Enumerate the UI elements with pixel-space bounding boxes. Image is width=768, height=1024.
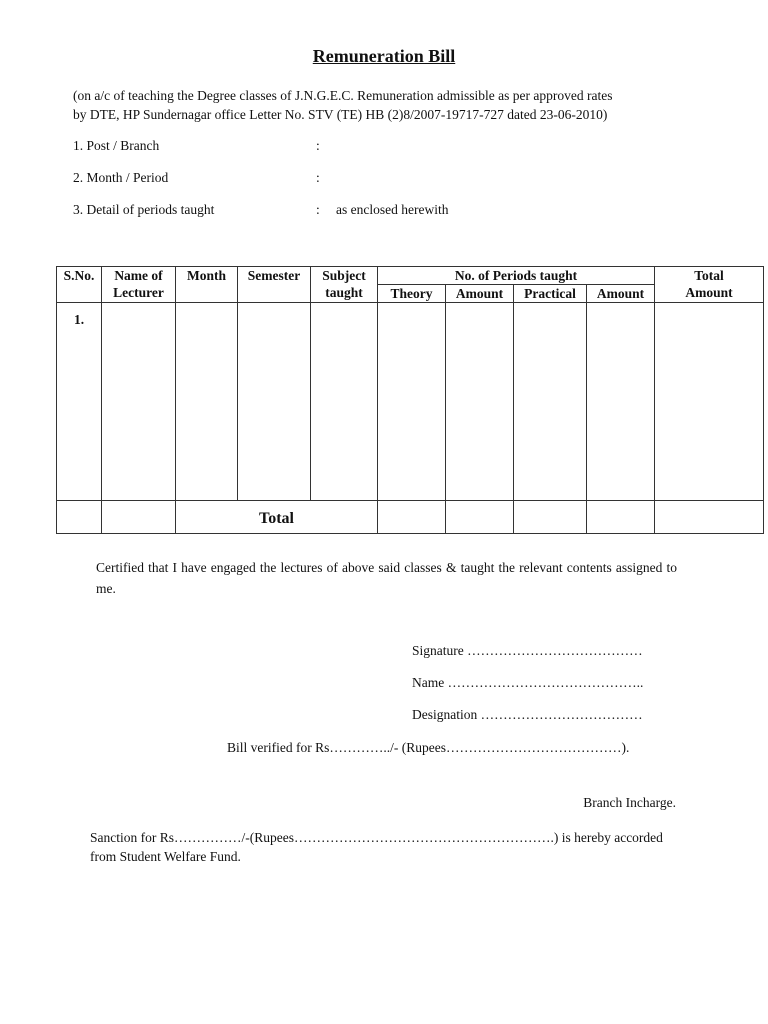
total-cell bbox=[57, 501, 102, 534]
branch-incharge: Branch Incharge. bbox=[583, 795, 676, 810]
cell-sno: 1. bbox=[57, 303, 102, 501]
field-value-periods-detail: as enclosed herewith bbox=[336, 202, 449, 217]
header-name-line-2: Lecturer bbox=[113, 285, 164, 300]
header-total bbox=[655, 267, 764, 303]
cell-month bbox=[176, 303, 238, 501]
header-practical: Practical bbox=[514, 285, 587, 303]
field-label-month-period: 2. Month / Period bbox=[73, 170, 169, 185]
header-sno: S.No. bbox=[57, 267, 102, 303]
total-cell bbox=[446, 501, 514, 534]
total-cell bbox=[378, 501, 446, 534]
header-semester: Semester bbox=[238, 267, 311, 303]
header-total-line-1: Total bbox=[694, 268, 724, 283]
header-name-line-1: Name of bbox=[114, 268, 163, 283]
cell-semester bbox=[238, 303, 311, 501]
cell-amount-practical bbox=[587, 303, 655, 501]
total-label: Total bbox=[176, 501, 378, 534]
certificate-text: Certified that I have engaged the lectures of above said classes & taught the relevant contents assigned to me. bbox=[96, 560, 677, 596]
header-amount-practical: Amount bbox=[587, 285, 655, 303]
field-colon: : bbox=[316, 138, 320, 153]
field-colon: : bbox=[316, 170, 320, 185]
cell-name bbox=[102, 303, 176, 501]
total-cell bbox=[514, 501, 587, 534]
total-row bbox=[57, 501, 764, 534]
cell-practical bbox=[514, 303, 587, 501]
header-total-line-2: Amount bbox=[685, 285, 733, 300]
header-subject-line-1: Subject bbox=[322, 268, 366, 283]
intro-line-2: by DTE, HP Sundernagar office Letter No. STV (TE) HB (2)8/2007-19717-727 dated 23-06-2010) bbox=[73, 107, 608, 122]
header-amount-theory: Amount bbox=[446, 285, 514, 303]
name-line: Name …………………………………….. bbox=[412, 675, 644, 690]
signature-line: Signature ………………………………… bbox=[412, 643, 643, 658]
cell-subject bbox=[311, 303, 378, 501]
cell-amount-theory bbox=[446, 303, 514, 501]
intro-line-1: (on a/c of teaching the Degree classes of J.N.G.E.C. Remuneration admissible as per approved rates bbox=[73, 88, 613, 103]
total-cell bbox=[655, 501, 764, 534]
table-row bbox=[57, 303, 764, 501]
header-periods: No. of Periods taught bbox=[378, 267, 655, 285]
field-label-periods-detail: 3. Detail of periods taught bbox=[73, 202, 215, 217]
page-title: Remuneration Bill bbox=[312, 46, 456, 66]
cell-theory bbox=[378, 303, 446, 501]
header-name bbox=[102, 267, 176, 303]
cell-total bbox=[655, 303, 764, 501]
total-cell bbox=[587, 501, 655, 534]
header-month: Month bbox=[176, 267, 238, 303]
field-colon: : bbox=[316, 202, 320, 217]
field-label-post-branch: 1. Post / Branch bbox=[73, 138, 160, 153]
remuneration-table bbox=[56, 266, 764, 534]
header-subject-line-2: taught bbox=[325, 285, 363, 300]
total-cell bbox=[102, 501, 176, 534]
designation-line: Designation ……………………………… bbox=[412, 707, 643, 722]
header-theory: Theory bbox=[378, 285, 446, 303]
intro-text bbox=[73, 86, 612, 124]
bill-verified-line: Bill verified for Rs…………../- (Rupees…………………………………). bbox=[227, 740, 630, 755]
header-subject bbox=[311, 267, 378, 303]
sanction-text: Sanction for Rs……………/-(Rupees………………………………………………….) is hereby accorded from Student Welfare Fund. bbox=[90, 830, 663, 864]
